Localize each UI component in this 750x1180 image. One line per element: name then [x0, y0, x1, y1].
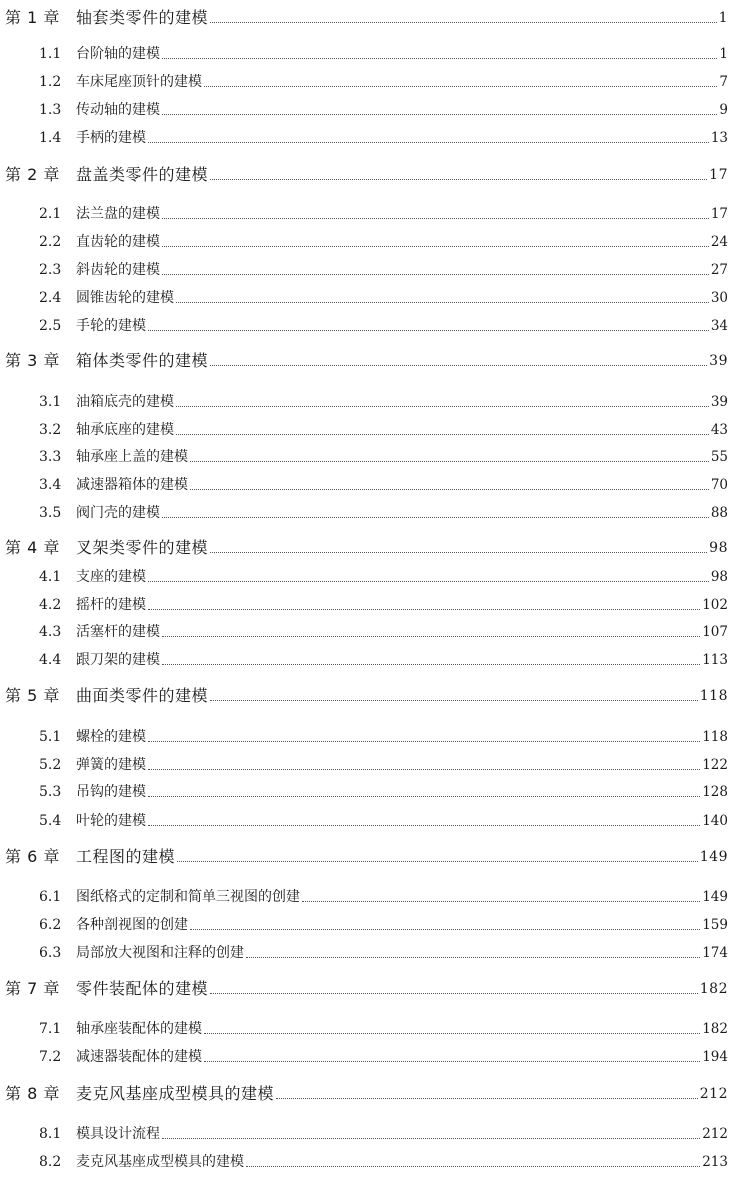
chapter-title: 盘盖类零件的建模 [76, 165, 209, 184]
toc-section-entry [0, 756, 750, 774]
dot-leader [148, 796, 700, 797]
toc-section-entry [0, 448, 750, 466]
section-title: 螺栓的建模 [76, 729, 146, 745]
toc-section-entry [0, 812, 750, 830]
dot-leader [204, 86, 717, 87]
section-title: 传动轴的建模 [76, 102, 160, 118]
dot-leader [302, 901, 700, 902]
section-number: 1.4 [39, 130, 62, 146]
page-number: 113 [702, 652, 728, 668]
section-number: 3.4 [39, 477, 62, 493]
section-title: 弹簧的建模 [76, 757, 146, 773]
section-number: 1.3 [39, 102, 62, 118]
dot-leader [276, 1098, 698, 1099]
dot-leader [190, 929, 700, 930]
section-number: 3.1 [39, 394, 62, 410]
section-number: 2.5 [39, 318, 62, 334]
chapter-title: 工程图的建模 [76, 847, 176, 866]
section-number: 2.4 [39, 290, 62, 306]
page-number: 140 [702, 813, 728, 829]
section-number: 5.2 [39, 757, 62, 773]
chapter-number: 第 5 章 [5, 686, 60, 705]
page-number: 24 [710, 234, 728, 250]
section-title: 油箱底壳的建模 [76, 394, 174, 410]
dot-leader [148, 609, 700, 610]
dot-leader [210, 993, 698, 994]
toc-section-entry [0, 261, 750, 279]
toc-section-entry [0, 476, 750, 494]
section-number: 8.2 [39, 1154, 62, 1170]
chapter-number: 第 1 章 [5, 8, 60, 27]
toc-section-entry [0, 45, 750, 63]
section-title: 图纸格式的定制和简单三视图的创建 [76, 889, 300, 905]
section-title: 麦克风基座成型模具的建模 [76, 1154, 244, 1170]
page-number: 107 [702, 624, 728, 640]
page-number: 149 [702, 889, 728, 905]
toc-section-entry [0, 888, 750, 906]
dot-leader [177, 861, 698, 862]
dot-leader [246, 1166, 700, 1167]
page-number: 212 [702, 1126, 728, 1142]
page-number: 194 [702, 1049, 728, 1065]
section-number: 6.1 [39, 889, 62, 905]
chapter-number: 第 3 章 [5, 351, 60, 370]
section-title: 跟刀架的建模 [76, 652, 160, 668]
toc-section-entry [0, 623, 750, 641]
page-number: 27 [710, 262, 728, 278]
dot-leader [204, 1033, 700, 1034]
section-title: 叶轮的建模 [76, 813, 146, 829]
toc-section-entry [0, 728, 750, 746]
page-number: 13 [710, 130, 728, 146]
dot-leader [176, 302, 709, 303]
dot-leader [162, 636, 700, 637]
page-number: 128 [702, 784, 728, 800]
dot-leader [210, 22, 717, 23]
page-number: 98 [709, 540, 728, 556]
chapter-number: 第 6 章 [5, 847, 60, 866]
toc-section-entry [0, 916, 750, 934]
dot-leader [148, 825, 700, 826]
page-number: 102 [702, 597, 728, 613]
dot-leader [148, 142, 709, 143]
chapter-number: 第 8 章 [5, 1084, 60, 1103]
chapter-title: 箱体类零件的建模 [76, 351, 209, 370]
chapter-number: 第 2 章 [5, 165, 60, 184]
dot-leader [148, 330, 709, 331]
page-number: 98 [710, 569, 728, 585]
section-title: 手柄的建模 [76, 130, 146, 146]
toc-section-entry [0, 1125, 750, 1143]
page-number: 34 [710, 318, 728, 334]
chapter-title: 轴套类零件的建模 [76, 8, 209, 27]
toc-section-entry [0, 1020, 750, 1038]
page-number: 159 [702, 917, 728, 933]
toc-section-entry [0, 393, 750, 411]
section-number: 6.3 [39, 945, 62, 961]
dot-leader [162, 274, 709, 275]
section-title: 模具设计流程 [76, 1126, 160, 1142]
page-number: 149 [699, 849, 728, 865]
toc-chapter-entry [0, 980, 750, 998]
chapter-title: 零件装配体的建模 [76, 979, 209, 998]
page-number: 9 [719, 102, 728, 118]
toc-section-entry [0, 73, 750, 91]
toc-chapter-entry [0, 9, 750, 27]
toc-section-entry [0, 783, 750, 801]
section-title: 法兰盘的建模 [76, 206, 160, 222]
toc-chapter-entry [0, 539, 750, 557]
section-number: 2.2 [39, 234, 62, 250]
toc-chapter-entry [0, 352, 750, 370]
page-number: 212 [699, 1086, 728, 1102]
dot-leader [162, 114, 717, 115]
dot-leader [162, 1138, 700, 1139]
page-number: 7 [719, 74, 728, 90]
page-number: 1 [719, 46, 728, 62]
dot-leader [176, 406, 709, 407]
dot-leader [162, 218, 709, 219]
toc-chapter-entry [0, 687, 750, 705]
section-number: 4.2 [39, 597, 62, 613]
dot-leader [148, 769, 700, 770]
section-title: 直齿轮的建模 [76, 234, 160, 250]
section-title: 轴承底座的建模 [76, 422, 174, 438]
page-number: 70 [710, 477, 728, 493]
page-number: 213 [702, 1154, 728, 1170]
page-number: 17 [710, 206, 728, 222]
toc-section-entry [0, 421, 750, 439]
section-number: 4.4 [39, 652, 62, 668]
toc-section-entry [0, 596, 750, 614]
dot-leader [176, 434, 709, 435]
toc-section-entry [0, 233, 750, 251]
chapter-title: 曲面类零件的建模 [76, 686, 209, 705]
section-title: 手轮的建模 [76, 318, 146, 334]
section-number: 6.2 [39, 917, 62, 933]
toc-section-entry [0, 289, 750, 307]
dot-leader [190, 489, 709, 490]
page-number: 43 [710, 422, 728, 438]
chapter-number: 第 7 章 [5, 979, 60, 998]
section-title: 减速器装配体的建模 [76, 1049, 202, 1065]
section-title: 斜齿轮的建模 [76, 262, 160, 278]
toc-section-entry [0, 568, 750, 586]
section-number: 7.1 [39, 1021, 62, 1037]
toc-chapter-entry [0, 848, 750, 866]
page-number: 30 [710, 290, 728, 306]
toc-section-entry [0, 205, 750, 223]
section-number: 3.3 [39, 449, 62, 465]
dot-leader [148, 741, 700, 742]
page-number: 174 [702, 945, 728, 961]
section-number: 2.3 [39, 262, 62, 278]
page-number: 39 [710, 394, 728, 410]
toc-section-entry [0, 101, 750, 119]
toc-section-entry [0, 504, 750, 522]
section-title: 局部放大视图和注释的创建 [76, 945, 244, 961]
chapter-title: 麦克风基座成型模具的建模 [76, 1084, 275, 1103]
dot-leader [210, 365, 707, 366]
section-number: 2.1 [39, 206, 62, 222]
toc-chapter-entry [0, 1085, 750, 1103]
chapter-title: 叉架类零件的建模 [76, 538, 209, 557]
dot-leader [210, 552, 707, 553]
section-number: 8.1 [39, 1126, 62, 1142]
section-title: 各种剖视图的创建 [76, 917, 188, 933]
section-number: 4.1 [39, 569, 62, 585]
dot-leader [148, 581, 709, 582]
toc-section-entry [0, 317, 750, 335]
section-number: 5.4 [39, 813, 62, 829]
section-number: 1.2 [39, 74, 62, 90]
dot-leader [162, 58, 717, 59]
section-number: 5.1 [39, 729, 62, 745]
section-title: 台阶轴的建模 [76, 46, 160, 62]
section-number: 3.5 [39, 505, 62, 521]
dot-leader [246, 957, 700, 958]
dot-leader [162, 664, 700, 665]
section-number: 1.1 [39, 46, 62, 62]
section-title: 活塞杆的建模 [76, 624, 160, 640]
section-number: 3.2 [39, 422, 62, 438]
chapter-number: 第 4 章 [5, 538, 60, 557]
section-title: 摇杆的建模 [76, 597, 146, 613]
dot-leader [210, 179, 707, 180]
page-number: 17 [709, 167, 728, 183]
page-number: 182 [699, 981, 728, 997]
section-title: 圆锥齿轮的建模 [76, 290, 174, 306]
section-title: 阀门壳的建模 [76, 505, 160, 521]
dot-leader [162, 246, 709, 247]
page-number: 55 [710, 449, 728, 465]
section-title: 减速器箱体的建模 [76, 477, 188, 493]
section-number: 7.2 [39, 1049, 62, 1065]
page-number: 88 [710, 505, 728, 521]
section-title: 吊钩的建模 [76, 784, 146, 800]
toc-section-entry [0, 1048, 750, 1066]
section-number: 5.3 [39, 784, 62, 800]
section-title: 支座的建模 [76, 569, 146, 585]
dot-leader [190, 461, 709, 462]
section-number: 4.3 [39, 624, 62, 640]
page-number: 182 [702, 1021, 728, 1037]
dot-leader [210, 700, 698, 701]
dot-leader [204, 1061, 700, 1062]
page-number: 39 [709, 353, 728, 369]
toc-section-entry [0, 1153, 750, 1171]
page-number: 118 [699, 688, 728, 704]
toc-section-entry [0, 129, 750, 147]
page-number: 122 [702, 757, 728, 773]
section-title: 车床尾座顶针的建模 [76, 74, 202, 90]
section-title: 轴承座上盖的建模 [76, 449, 188, 465]
toc-section-entry [0, 944, 750, 962]
toc-chapter-entry [0, 166, 750, 184]
toc-section-entry [0, 651, 750, 669]
dot-leader [162, 517, 709, 518]
section-title: 轴承座装配体的建模 [76, 1021, 202, 1037]
page-number: 1 [718, 10, 728, 26]
page-number: 118 [702, 729, 728, 745]
